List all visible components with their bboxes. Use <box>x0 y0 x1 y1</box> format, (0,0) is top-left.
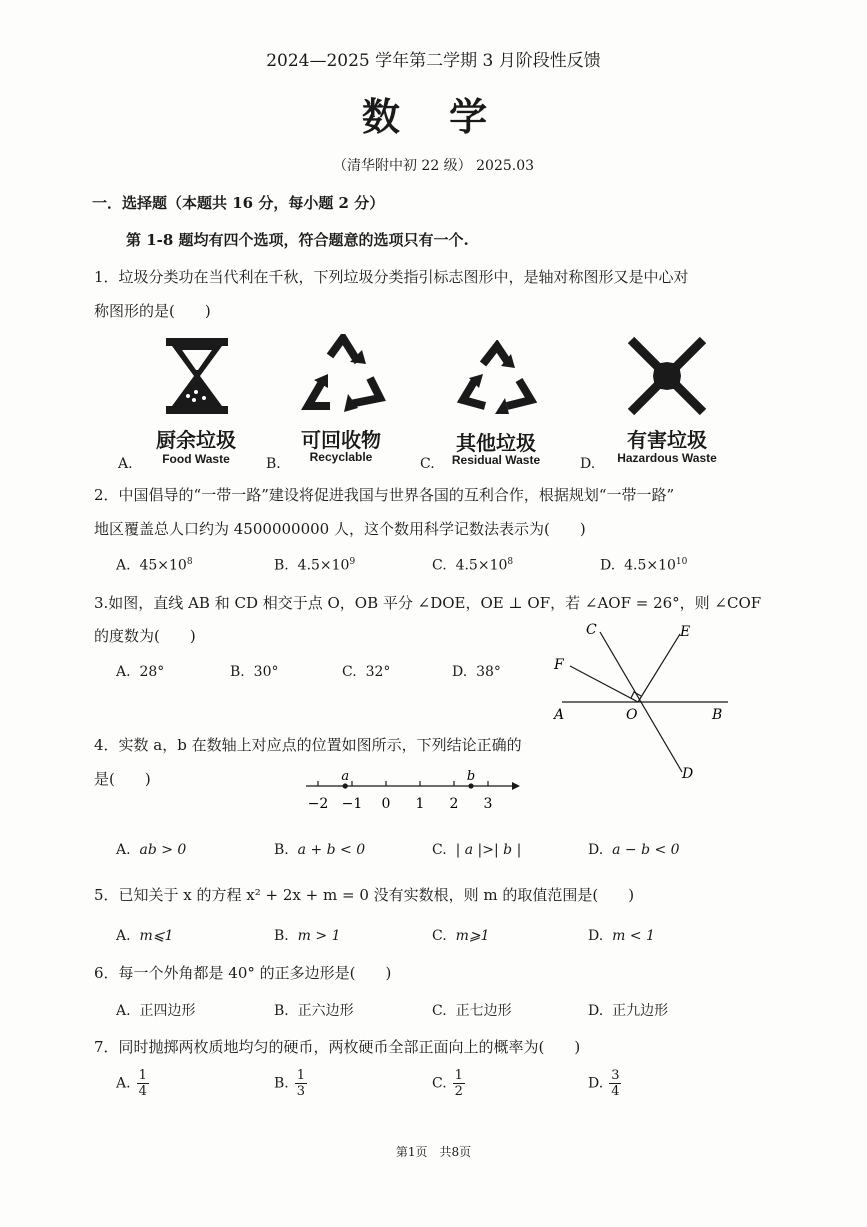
q5-option-b: B. m > 1 <box>274 928 341 944</box>
q4-stem-line1: 4．实数 a，b 在数轴上对应点的位置如图所示，下列结论正确的 <box>94 736 522 754</box>
q1-option-d-letter: D. <box>580 456 596 472</box>
point-a-dot <box>343 783 348 788</box>
recyclable-icon <box>300 334 386 418</box>
q1-option-a-caption-en: Food Waste <box>162 452 230 466</box>
label-b: B <box>712 707 723 723</box>
q2-option-a: A. $45\times 10^8$ <box>116 557 193 574</box>
q2-option-d: D. $4.5\times 10^{10}$ <box>600 557 688 574</box>
q2-option-b: B. $4.5\times 10^9$ <box>274 557 356 574</box>
q6-option-a: A. 正四边形 <box>116 1003 196 1019</box>
q3-option-b: B. 30° <box>230 664 279 680</box>
q4-option-b: B. a + b < 0 <box>274 842 366 858</box>
q4-number-line <box>300 768 522 816</box>
exam-title: 2024—2025 学年第二学期 3 月阶段性反馈 <box>266 51 601 71</box>
q3-stem-line1: 3.如图，直线 AB 和 CD 相交于点 O，OB 平分 ∠DOE，OE ⊥ OF，若 ∠AOF = 26°，则 ∠COF <box>94 594 762 612</box>
q3-option-c: C. 32° <box>342 664 391 680</box>
q4-option-c: C. | a |>| b | <box>432 842 522 858</box>
q1-option-c-caption-en: Residual Waste <box>451 453 541 467</box>
label-f: F <box>554 657 564 673</box>
q3-stem-line2: 的度数为( ) <box>94 627 196 645</box>
q6-stem: 6．每一个外角都是 40° 的正多边形是( ) <box>94 964 392 982</box>
q7-option-d: D. $\frac{3}{4}$ <box>588 1068 620 1099</box>
q1-option-d-caption-cn: 有害垃圾 <box>627 428 707 452</box>
ray-of <box>570 666 638 702</box>
q2-option-c: C. $4.5\times 10^8$ <box>432 557 514 574</box>
numberline-tick-label: 1 <box>415 796 425 812</box>
section-title: 一．选择题（本题共 16 分，每小题 2 分） <box>92 194 385 212</box>
label-e: E <box>680 624 691 640</box>
q7-option-a: A. $\frac{1}{4}$ <box>116 1068 147 1099</box>
numberline-tick-label: −1 <box>341 796 363 812</box>
q3-option-d: D. 38° <box>452 664 501 680</box>
point-a-label: a <box>341 769 350 784</box>
hazardous-waste-icon <box>625 334 709 418</box>
numberline-tick-label: 3 <box>483 796 493 812</box>
q1-option-c-caption-cn: 其他垃圾 <box>456 431 536 455</box>
section-instruction: 第 1-8 题均有四个选项，符合题意的选项只有一个. <box>126 231 469 249</box>
page-footer: 第1页 共8页 <box>395 1145 472 1159</box>
q2-stem-line1: 2．中国倡导的“一带一路”建设将促进我国与世界各国的互利合作，根据规划“一带一路” <box>94 486 675 504</box>
q7-stem: 7．同时抛掷两枚质地均匀的硬币，两枚硬币全部正面向上的概率为( ) <box>94 1038 581 1056</box>
q1-option-a-letter: A. <box>118 456 133 472</box>
q1-option-a-caption-cn: 厨余垃圾 <box>156 428 236 452</box>
q1-option-b-letter: B. <box>266 456 281 472</box>
q5-option-a: A. m⩽1 <box>116 928 174 944</box>
numberline-tick-label: −2 <box>307 796 329 812</box>
q5-option-c: C. m⩾1 <box>432 928 490 944</box>
q7-option-b: B. $\frac{1}{3}$ <box>274 1068 306 1099</box>
q7-option-c: C. $\frac{1}{2}$ <box>432 1068 463 1099</box>
q6-option-c: C. 正七边形 <box>432 1003 512 1019</box>
q1-option-b-caption-cn: 可回收物 <box>301 428 381 452</box>
residual-waste-icon <box>455 340 539 422</box>
point-b-dot <box>468 783 473 788</box>
label-d: D <box>682 766 694 782</box>
q1-option-d-caption-en: Hazardous Waste <box>617 451 717 465</box>
numberline-tick-label: 0 <box>381 796 391 812</box>
label-o: O <box>626 707 638 723</box>
q6-option-b: B. 正六边形 <box>274 1003 354 1019</box>
subject-title: 数 学 <box>361 94 506 139</box>
q4-option-a: A. ab > 0 <box>116 842 187 858</box>
label-a: A <box>554 707 565 723</box>
q5-stem: 5．已知关于 x 的方程 x² + 2x + m = 0 没有实数根，则 m 的取值范围是( ) <box>94 886 635 904</box>
exam-subtitle: （清华附中初 22 级） 2025.03 <box>332 158 535 174</box>
q3-geometry-figure <box>540 612 740 792</box>
q1-stem-line1: 1．垃圾分类功在当代利在千秋，下列垃圾分类指引标志图形中，是轴对称图形又是中心对 <box>94 268 689 286</box>
right-angle-mark <box>631 692 641 698</box>
q1-option-b-caption-en: Recyclable <box>309 450 373 464</box>
q3-option-a: A. 28° <box>116 664 165 680</box>
q4-stem-line2: 是( ) <box>94 770 151 788</box>
label-c: C <box>586 622 597 638</box>
q4-option-d: D. a − b < 0 <box>588 842 680 858</box>
ray-oe <box>638 634 680 702</box>
q1-stem-line2: 称图形的是( ) <box>94 302 211 320</box>
point-b-label: b <box>466 769 476 784</box>
food-waste-icon <box>160 334 240 418</box>
q2-stem-line2: 地区覆盖总人口约为 4500000000 人，这个数用科学记数法表示为( ) <box>94 520 586 538</box>
q1-option-c-letter: C. <box>420 456 435 472</box>
q5-option-d: D. m < 1 <box>588 928 655 944</box>
numberline-tick-label: 2 <box>449 796 459 812</box>
q6-option-d: D. 正九边形 <box>588 1003 669 1019</box>
